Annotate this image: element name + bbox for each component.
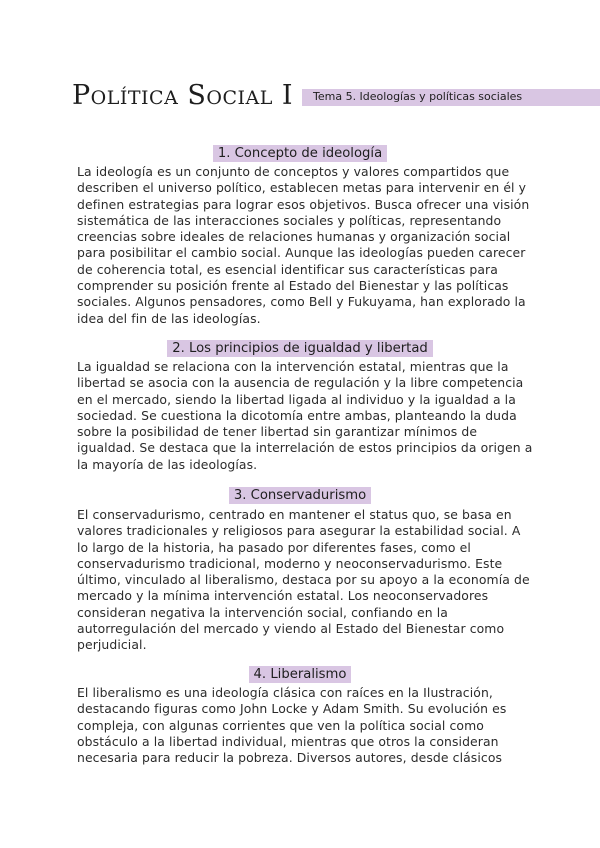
section-body-conservadurismo: El conservadurismo, centrado en mantener el status quo, se basa en valores tradicionales y religiosos para asegurar la estabilidad social. A lo largo de la historia, ha pasado por diferentes fases, como el conservadurismo tradicional, moderno y neoconservadurismo. Este último, vinculado al liberalismo, destaca por su apoyo a la economía de mercado y la mínima intervención estatal. Los neoconservadores consideran negativa la intervención social, confiando en la autorregulación del mercado y viendo al Estado del Bienestar como perjudicial. xyxy=(77,507,530,653)
section-body-liberalismo: El liberalismo es una ideología clásica con raíces en la Ilustración, destacando figuras como John Locke y Adam Smith. Su evolución es compleja, con algunas corrientes que ven la política social como obstáculo a la libertad individual, mientras que otros la consideran necesaria para reducir la pobreza. Diversos autores, desde clásicos xyxy=(77,685,507,766)
section-heading-conservadurismo xyxy=(0,484,600,504)
section-heading-label: 2. Los principios de igualdad y libertad xyxy=(167,340,433,357)
section-heading-igualdad-libertad xyxy=(0,337,600,357)
section-body-igualdad-libertad: La igualdad se relaciona con la intervención estatal, mientras que la libertad se asocia con la ausencia de regulación y la libre competencia en el mercado, siendo la libertad ligada al individuo y la igualdad a la sociedad. Se cuestiona la dicotomía entre ambas, planteando la duda sobre la posibilidad de tener libertad sin garantizar mínimos de igualdad. Se destaca que la interrelación de estos principios da origen a la mayoría de las ideologías. xyxy=(77,359,533,472)
section-heading-liberalismo xyxy=(0,663,600,683)
topic-label: Tema 5. Ideologías y políticas sociales xyxy=(313,90,523,103)
section-heading-label: 4. Liberalismo xyxy=(249,666,352,683)
section-heading-label: 1. Concepto de ideología xyxy=(213,145,387,162)
topic-banner xyxy=(302,89,600,106)
section-body-concepto: La ideología es un conjunto de conceptos y valores compartidos que describen el universo político, establecen metas para intervenir en él y definen estrategias para lograr esos objetivos. Busca ofrecer una visión sistemática de las interacciones sociales y políticas, representando creencias sobre ideales de relaciones humanas y organización social para posibilitar el cambio social. Aunque las ideologías pueden carecer de coherencia total, es esencial identificar sus características para comprender su posición frente al Estado del Bienestar y las políticas sociales. Algunos pensadores, como Bell y Fukuyama, han explorado la idea del fin de las ideologías. xyxy=(77,164,530,326)
section-heading-label: 3. Conservadurismo xyxy=(229,487,371,504)
document-title: Política Social I xyxy=(72,80,294,111)
section-heading-concepto xyxy=(0,142,600,162)
